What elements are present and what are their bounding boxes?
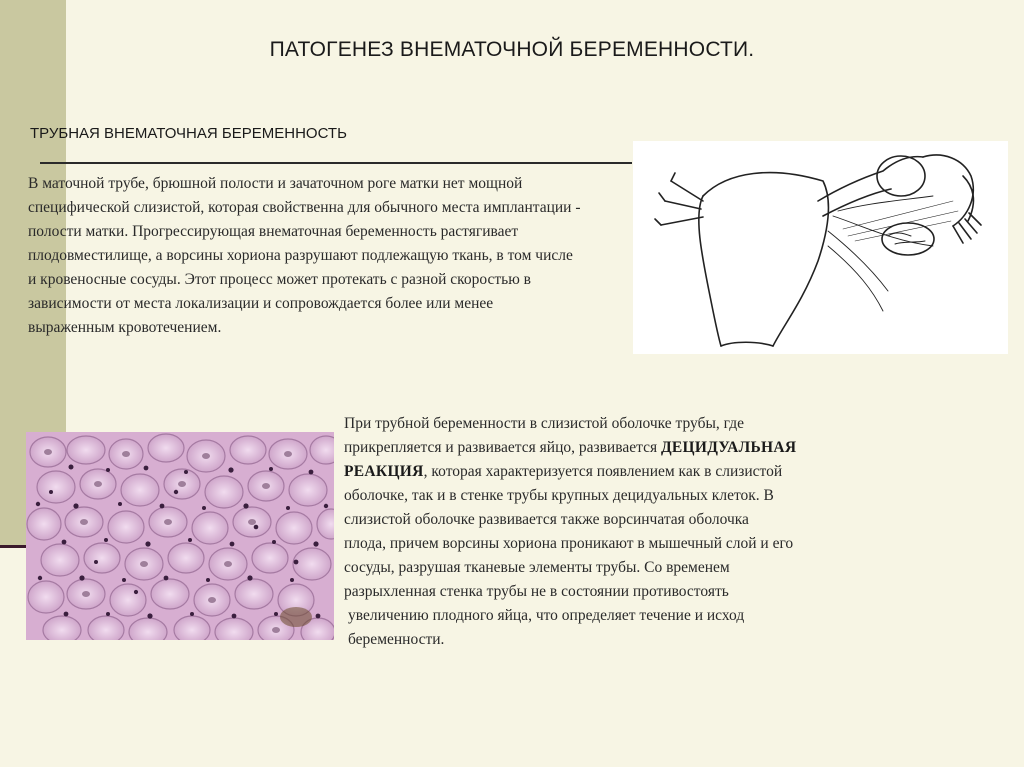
- tube-diagram-drawing: [633, 141, 1008, 354]
- para2-line-3: [344, 460, 944, 484]
- micrograph-drawing: [26, 432, 334, 640]
- para2-line-10: беременности.: [348, 631, 445, 648]
- subtitle-rule: [40, 162, 632, 164]
- para2-line-7: сосуды, разрушая тканевые элементы трубы. Со временем: [344, 559, 730, 576]
- para2-line-2-text: прикрепляется и развивается яйцо, развивается: [344, 439, 661, 456]
- para2-line-4: оболочке, так и в стенке трубы крупных децидуальных клеток. В: [344, 487, 774, 504]
- slide-subtitle: ТРУБНАЯ ВНЕМАТОЧНАЯ БЕРЕМЕННОСТЬ: [30, 125, 347, 142]
- decidual-term: ДЕЦИДУАЛЬНАЯ: [660, 439, 797, 456]
- para2-line-1: При трубной беременности в слизистой оболочке трубы, где: [344, 415, 745, 432]
- paragraph-pathogenesis: В маточной трубе, брюшной полости и зачаточном роге матки нет мощной специфической слизистой, которая свойственна для обычного места имплантации - полости матки. Прогрессирующая внематочная беременность растягивает плодовместилище, а ворсины хориона разрушают подлежащую ткань, в том числе и кровеносные сосуды. Этот процесс может протекать с разной скоростью в зависимости от места локализации и сопровождается более или менее выраженным кровотечением.: [28, 175, 581, 336]
- para2-line-5: слизистой оболочке развивается также ворсинчатая оболочка: [344, 511, 749, 528]
- para2-line-3-text: , которая характеризуется появлением как в слизистой: [423, 463, 783, 480]
- para2-line-8: разрыхленная стенка трубы не в состоянии противостоять: [344, 583, 729, 600]
- slide-title: ПАТОГЕНЕЗ ВНЕМАТОЧНОЙ БЕРЕМЕННОСТИ.: [269, 38, 755, 61]
- paragraph-decidual-reaction: [344, 412, 944, 652]
- tube-diagram-image: [633, 141, 1008, 354]
- decidual-cells-micrograph: [26, 432, 334, 640]
- para2-line-9: увеличению плодного яйца, что определяет течение и исход: [348, 607, 745, 624]
- para2-line-6: плода, причем ворсины хориона проникают в мышечный слой и его: [344, 535, 794, 552]
- para2-line-2: [344, 436, 944, 460]
- reaction-term: РЕАКЦИЯ: [344, 463, 424, 480]
